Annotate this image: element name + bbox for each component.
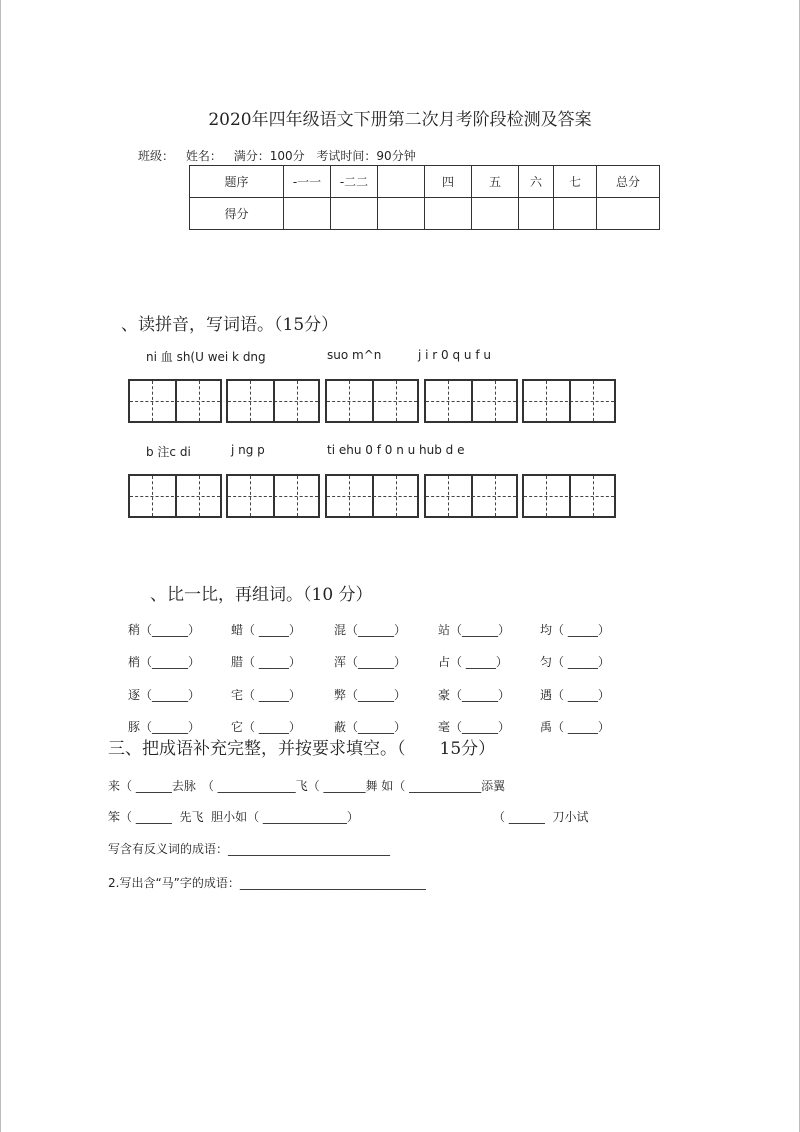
- score-input-cell[interactable]: [331, 198, 378, 230]
- page-edge-left: [0, 0, 1, 1132]
- word-item: 占（ _____）: [438, 655, 508, 669]
- writing-grid[interactable]: [325, 474, 419, 518]
- score-input-cell[interactable]: [519, 198, 554, 230]
- writing-grid[interactable]: [424, 379, 518, 423]
- word-item: 均（ _____）: [540, 623, 610, 637]
- pinyin-item: b 注c di: [146, 445, 191, 459]
- word-item: 宅（ _____）: [231, 688, 301, 702]
- section1-heading: 、读拼音，写词语。（15分）: [121, 315, 339, 335]
- score-input-cell[interactable]: [597, 198, 660, 230]
- word-item: 梢（______）: [128, 655, 201, 669]
- score-table-header-row: [190, 166, 660, 198]
- word-item: 毫（______）: [438, 720, 511, 734]
- score-table: [189, 165, 660, 230]
- writing-grid[interactable]: [226, 474, 320, 518]
- score-input-cell[interactable]: [554, 198, 597, 230]
- writing-grid[interactable]: [128, 379, 222, 423]
- score-row-label: 得分: [190, 198, 284, 230]
- word-item: 浑（______）: [334, 655, 407, 669]
- pinyin-item: ni 血 sh(U wei k dng: [146, 350, 266, 364]
- score-input-cell[interactable]: [284, 198, 331, 230]
- word-item: 蔽（______）: [334, 720, 407, 734]
- page-title: 2020年四年级语文下册第二次月考阶段检测及答案: [208, 110, 592, 130]
- score-header-cell: 四: [425, 166, 472, 198]
- word-item: 它（ _____）: [231, 720, 301, 734]
- question-horse: 2.写出含“马”字的成语：_______________________________: [108, 876, 426, 890]
- word-item: 匀（ _____）: [540, 655, 610, 669]
- word-item: 稍（______）: [128, 623, 201, 637]
- pinyin-item: j ng p: [231, 443, 265, 457]
- idiom-line: 笨（ ______ 先飞 胆小如（ ______________）: [108, 810, 359, 824]
- word-item: 禹（ _____）: [540, 720, 610, 734]
- writing-grid[interactable]: [325, 379, 419, 423]
- score-table-row: [190, 198, 660, 230]
- score-input-cell[interactable]: [425, 198, 472, 230]
- word-item: 逐（______）: [128, 688, 201, 702]
- score-header-cell: 总分: [597, 166, 660, 198]
- score-input-cell[interactable]: [472, 198, 519, 230]
- score-header-cell: -二二: [331, 166, 378, 198]
- word-item: 弊（______）: [334, 688, 407, 702]
- word-item: 混（______）: [334, 623, 407, 637]
- student-info: [138, 147, 422, 164]
- exam-time: 考试时间：90分钟: [316, 149, 416, 163]
- writing-grid[interactable]: [424, 474, 518, 518]
- score-header-cell: 题序: [190, 166, 284, 198]
- writing-grid[interactable]: [522, 474, 616, 518]
- class-label: 班级：: [138, 149, 175, 163]
- idiom-line: 来（ ______去脉 （ _____________飞（ _______舞 如（ ____________添翼: [108, 779, 506, 793]
- word-item: 遇（ _____）: [540, 688, 610, 702]
- score-input-cell[interactable]: [378, 198, 425, 230]
- pinyin-item: suo m^n: [327, 348, 382, 362]
- score-header-cell: 六: [519, 166, 554, 198]
- score-header-cell: 七: [554, 166, 597, 198]
- pinyin-item: j i r 0 q u f u: [418, 348, 491, 362]
- score-header-cell: 五: [472, 166, 519, 198]
- word-item: 腊（ _____）: [231, 655, 301, 669]
- question-antonym: 写含有反义词的成语：___________________________: [108, 842, 391, 856]
- writing-grid[interactable]: [226, 379, 320, 423]
- word-item: 蜡（ _____）: [231, 623, 301, 637]
- word-item: 豪（______）: [438, 688, 511, 702]
- section3-heading: 三、把成语补充完整，并按要求填空。（ 15分）: [108, 734, 495, 759]
- word-item: 站（______）: [438, 623, 511, 637]
- idiom-line: （ ______ 刀小试: [493, 810, 589, 824]
- score-header-cell: -一一: [284, 166, 331, 198]
- writing-grid[interactable]: [128, 474, 222, 518]
- score-header-cell: [378, 166, 425, 198]
- word-item: 豚（______）: [128, 720, 201, 734]
- pinyin-item: ti ehu 0 f 0 n u hub d e: [327, 443, 465, 457]
- writing-grid[interactable]: [522, 379, 616, 423]
- name-label: 姓名：: [185, 149, 222, 163]
- section2-heading: 、比一比，再组词。（10 分）: [150, 585, 373, 605]
- score-total: 满分：100分: [233, 149, 305, 163]
